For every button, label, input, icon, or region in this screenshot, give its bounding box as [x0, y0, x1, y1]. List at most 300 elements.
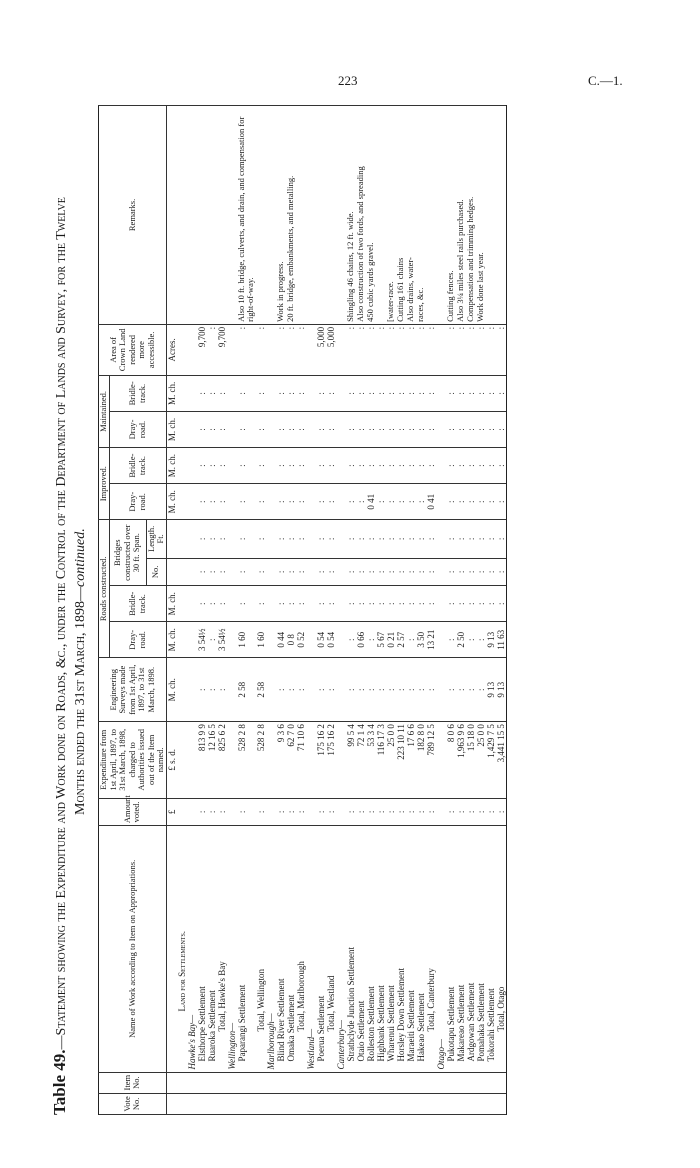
- title-line-2: Months ended the 31st March, 1898—: [73, 586, 88, 815]
- empty-cell: [266, 658, 276, 722]
- cell-no: :: [386, 558, 396, 586]
- cell-idray: :: [406, 484, 416, 520]
- table-row: [396, 106, 406, 1115]
- cell-amount: :: [456, 798, 466, 826]
- cell-dray: 2 57: [396, 622, 406, 658]
- table-row: [386, 106, 396, 1115]
- cell-mbridle: :: [207, 375, 217, 411]
- cell-area: :: [256, 324, 266, 375]
- cell-no: :: [366, 558, 376, 586]
- empty-cell: [336, 375, 346, 411]
- cell-idray: :: [466, 484, 476, 520]
- cell-idray: :: [326, 484, 336, 520]
- empty-cell: [336, 448, 346, 484]
- cell-len: :: [276, 520, 286, 558]
- work-name: Total, Westland: [326, 826, 336, 1072]
- cell-area: :: [426, 324, 436, 375]
- header-bridges-length: Length. Ft.: [146, 520, 166, 558]
- cell-idray: :: [396, 484, 406, 520]
- cell-ibridle: :: [396, 448, 406, 484]
- remarks-cell: races, &c.: [416, 106, 426, 325]
- cell-mdray: :: [197, 411, 207, 447]
- cell-mdray: :: [217, 411, 227, 447]
- cell-exp: 15 18 0: [466, 722, 476, 798]
- item-no-cell: [266, 1072, 276, 1093]
- cell-bridle: :: [296, 586, 306, 622]
- work-name: Marlborough—: [266, 826, 276, 1072]
- empty-cell: [306, 411, 316, 447]
- work-name: Westland—: [306, 826, 316, 1072]
- vote-no-cell: [227, 1093, 237, 1114]
- empty-cell: [227, 484, 237, 520]
- cell-ibridle: :: [316, 448, 326, 484]
- cell-amount: :: [237, 798, 256, 826]
- cell-amount: :: [386, 798, 396, 826]
- header-maintained-dray: Dray-road.: [109, 411, 166, 447]
- vote-no-cell: [416, 1093, 426, 1114]
- cell-eng: :: [276, 658, 286, 722]
- cell-area: :: [416, 324, 426, 375]
- work-name: Rolleston Settlement: [366, 826, 376, 1072]
- table-row: [316, 106, 326, 1115]
- cell-amount: :: [207, 798, 217, 826]
- empty-cell: [177, 586, 187, 622]
- document-reference: C.—1.: [588, 73, 623, 88]
- cell-len: :: [256, 520, 266, 558]
- cell-exp: 175 16 2: [326, 722, 336, 798]
- cell-eng: :: [456, 658, 466, 722]
- remarks-cell: [316, 106, 326, 325]
- work-name: Strathclyde Junction Settlement: [346, 826, 356, 1072]
- item-no-cell: [436, 1072, 446, 1093]
- table-row: [207, 106, 217, 1115]
- empty-cell: [306, 658, 316, 722]
- empty-cell: [306, 558, 316, 586]
- work-name: Maraeiti Settlement: [406, 826, 416, 1072]
- vote-no-cell: [406, 1093, 416, 1114]
- remarks-cell: Cutting 161 chains: [396, 106, 406, 325]
- cell-mbridle: :: [256, 375, 266, 411]
- cell-dray: 0 8: [286, 622, 296, 658]
- item-no-cell: [326, 1072, 336, 1093]
- empty-cell: [266, 375, 276, 411]
- cell-len: :: [286, 520, 296, 558]
- cell-mbridle: :: [396, 375, 406, 411]
- cell-area: :: [446, 324, 456, 375]
- header-item-no: Item No.: [99, 1072, 167, 1093]
- cell-amount: :: [326, 798, 336, 826]
- item-no-cell: [276, 1072, 286, 1093]
- cell-idray: :: [346, 484, 356, 520]
- cell-ibridle: :: [237, 448, 256, 484]
- item-no-cell: [386, 1072, 396, 1093]
- vote-no-cell: [376, 1093, 386, 1114]
- header-bridges: Bridges constructed over 30 ft. Span.: [109, 520, 146, 586]
- cell-eng: :: [426, 658, 436, 722]
- item-no-cell: [256, 1072, 266, 1093]
- vote-no-cell: [197, 1093, 207, 1114]
- unit-exp: £ s. d.: [166, 722, 177, 798]
- cell-no: :: [406, 558, 416, 586]
- empty-cell: [187, 586, 197, 622]
- cell-no: :: [416, 558, 426, 586]
- remarks-cell: [336, 106, 346, 325]
- table-row: [476, 106, 486, 1115]
- work-name: Land for Settlements.: [177, 826, 187, 1072]
- empty-cell: [187, 484, 197, 520]
- cell-eng: :: [356, 658, 366, 722]
- empty-cell: [187, 324, 197, 375]
- cell-area: :: [286, 324, 296, 375]
- cell-bridle: :: [316, 586, 326, 622]
- work-name: Elsthorpe Settlement: [197, 826, 207, 1072]
- remarks-cell: [376, 106, 386, 325]
- cell-ibridle: :: [197, 448, 207, 484]
- empty-cell: [306, 484, 316, 520]
- header-roads-dray: Dray-road.: [109, 622, 166, 658]
- cell-mdray: :: [406, 411, 416, 447]
- cell-len: :: [346, 520, 356, 558]
- cell-idray: :: [456, 484, 466, 520]
- cell-exp: 72 1 4: [356, 722, 366, 798]
- cell-mdray: :: [396, 411, 406, 447]
- cell-area: :: [296, 324, 306, 375]
- cell-len: :: [486, 520, 496, 558]
- empty-cell: [266, 520, 276, 558]
- vote-no-cell: [217, 1093, 227, 1114]
- cell-mbridle: :: [237, 375, 256, 411]
- cell-no: :: [296, 558, 306, 586]
- cell-area: :: [486, 324, 496, 375]
- empty-cell: [336, 520, 346, 558]
- unit-main-dray: M. ch.: [166, 411, 177, 447]
- cell-mbridle: :: [376, 375, 386, 411]
- cell-eng: :: [346, 658, 356, 722]
- cell-dray: 5 67: [376, 622, 386, 658]
- work-name: Otaio Settlement: [356, 826, 366, 1072]
- cell-idray: :: [376, 484, 386, 520]
- table-row: [466, 106, 476, 1115]
- empty-cell: [187, 520, 197, 558]
- cell-bridle: :: [376, 586, 386, 622]
- cell-amount: :: [466, 798, 476, 826]
- cell-mdray: :: [426, 411, 436, 447]
- table-row: [197, 106, 207, 1115]
- cell-no: :: [456, 558, 466, 586]
- cell-eng: 9 13: [486, 658, 496, 722]
- empty-cell: [436, 558, 446, 586]
- empty-cell: [227, 411, 237, 447]
- empty-cell: [227, 622, 237, 658]
- cell-exp: 3,441 15 5: [496, 722, 507, 798]
- vote-no-cell: [466, 1093, 476, 1114]
- vote-no-cell: [366, 1093, 376, 1114]
- cell-mdray: :: [207, 411, 217, 447]
- empty-cell: [177, 484, 187, 520]
- group-row: [306, 106, 316, 1115]
- cell-eng: :: [207, 658, 217, 722]
- cell-area: 9,700: [217, 324, 227, 375]
- cell-mbridle: :: [446, 375, 456, 411]
- cell-idray: :: [256, 484, 266, 520]
- cell-eng: 9 13: [496, 658, 507, 722]
- empty-cell: [187, 658, 197, 722]
- cell-amount: :: [406, 798, 416, 826]
- cell-len: :: [197, 520, 207, 558]
- cell-dray: :: [207, 622, 217, 658]
- cell-mdray: :: [416, 411, 426, 447]
- table-row: [376, 106, 386, 1115]
- cell-area: 9,700: [197, 324, 207, 375]
- cell-dray: :: [346, 622, 356, 658]
- cell-eng: :: [197, 658, 207, 722]
- cell-exp: 17 6 6: [406, 722, 416, 798]
- table-row: [356, 106, 366, 1115]
- remarks-cell: [197, 106, 207, 325]
- cell-eng: :: [376, 658, 386, 722]
- cell-len: :: [456, 520, 466, 558]
- empty-cell: [187, 622, 197, 658]
- work-name: Wharenui Settlement: [386, 826, 396, 1072]
- remarks-cell: Also construction of two fords, and spreading: [356, 106, 366, 325]
- empty-cell: [266, 448, 276, 484]
- empty-cell: [306, 722, 316, 798]
- cell-no: :: [476, 558, 486, 586]
- cell-mbridle: :: [326, 375, 336, 411]
- cell-no: :: [316, 558, 326, 586]
- cell-mbridle: :: [366, 375, 376, 411]
- cell-ibridle: :: [406, 448, 416, 484]
- cell-eng: :: [316, 658, 326, 722]
- cell-ibridle: :: [217, 448, 227, 484]
- cell-area: :: [496, 324, 507, 375]
- header-improved-bridle: Bridle-track.: [109, 448, 166, 484]
- cell-bridle: :: [207, 586, 217, 622]
- cell-len: :: [376, 520, 386, 558]
- cell-exp: 25 0 0: [386, 722, 396, 798]
- cell-amount: :: [217, 798, 227, 826]
- header-vote-no: Vote No.: [99, 1093, 167, 1114]
- header-improved-dray: Dray-road.: [109, 484, 166, 520]
- empty-cell: [436, 798, 446, 826]
- item-no-cell: [496, 1072, 507, 1093]
- cell-ibridle: :: [326, 448, 336, 484]
- cell-exp: 9 3 6: [276, 722, 286, 798]
- cell-len: :: [416, 520, 426, 558]
- cell-exp: 53 3 4: [366, 722, 376, 798]
- cell-amount: :: [446, 798, 456, 826]
- remarks-cell: [326, 106, 336, 325]
- cell-len: :: [207, 520, 217, 558]
- cell-len: :: [217, 520, 227, 558]
- cell-area: :: [207, 324, 217, 375]
- remarks-cell: [256, 106, 266, 325]
- total-row: [426, 106, 436, 1115]
- cell-mdray: :: [456, 411, 466, 447]
- group-row: [436, 106, 446, 1115]
- cell-bridle: :: [356, 586, 366, 622]
- cell-mbridle: :: [296, 375, 306, 411]
- empty-cell: [227, 520, 237, 558]
- cell-dray: 0 54: [326, 622, 336, 658]
- empty-cell: [266, 484, 276, 520]
- empty-cell: [227, 324, 237, 375]
- item-no-cell: [456, 1072, 466, 1093]
- table-label: Table 49.: [50, 1049, 69, 1115]
- title-continued: continued.: [73, 528, 88, 587]
- cell-dray: 0 21: [386, 622, 396, 658]
- item-no-cell: [306, 1072, 316, 1093]
- cell-ibridle: :: [456, 448, 466, 484]
- empty-cell: [177, 448, 187, 484]
- cell-dray: 0 66: [356, 622, 366, 658]
- cell-no: :: [197, 558, 207, 586]
- work-name: Total, Wellington: [256, 826, 266, 1072]
- cell-dray: 9 13: [486, 622, 496, 658]
- remarks-cell: Also drains, water-: [406, 106, 416, 325]
- item-no-cell: [187, 1072, 197, 1093]
- cell-mdray: :: [376, 411, 386, 447]
- cell-area: :: [406, 324, 416, 375]
- cell-eng: :: [326, 658, 336, 722]
- cell-dray: 3 50: [416, 622, 426, 658]
- cell-eng: :: [296, 658, 306, 722]
- empty-cell: [306, 622, 316, 658]
- cell-ibridle: :: [296, 448, 306, 484]
- total-row: [256, 106, 266, 1115]
- cell-len: :: [237, 520, 256, 558]
- table-title: [50, 105, 90, 1115]
- cell-bridle: :: [366, 586, 376, 622]
- cell-bridle: :: [396, 586, 406, 622]
- cell-idray: :: [217, 484, 227, 520]
- empty-cell: [177, 622, 187, 658]
- cell-idray: :: [476, 484, 486, 520]
- cell-no: :: [207, 558, 217, 586]
- cell-len: :: [466, 520, 476, 558]
- cell-exp: 62 7 0: [286, 722, 296, 798]
- cell-mbridle: :: [316, 375, 326, 411]
- cell-idray: :: [207, 484, 217, 520]
- item-no-cell: [366, 1072, 376, 1093]
- cell-mdray: :: [386, 411, 396, 447]
- empty-cell: [266, 586, 276, 622]
- cell-bridle: :: [476, 586, 486, 622]
- item-no-cell: [356, 1072, 366, 1093]
- empty-cell: [227, 558, 237, 586]
- empty-cell: [436, 658, 446, 722]
- table-row: [286, 106, 296, 1115]
- remarks-cell: [207, 106, 217, 325]
- cell-eng: 2 58: [237, 658, 256, 722]
- cell-ibridle: :: [346, 448, 356, 484]
- work-name: Hawke's Bay—: [187, 826, 197, 1072]
- cell-mdray: :: [346, 411, 356, 447]
- cell-len: :: [316, 520, 326, 558]
- work-name: Wellington—: [227, 826, 237, 1072]
- cell-mbridle: :: [197, 375, 207, 411]
- cell-idray: :: [296, 484, 306, 520]
- vote-no-cell: [326, 1093, 336, 1114]
- cell-amount: :: [356, 798, 366, 826]
- cell-ibridle: :: [207, 448, 217, 484]
- cell-exp: 825 6 2: [217, 722, 227, 798]
- cell-eng: :: [476, 658, 486, 722]
- work-name: Omaka Settlement: [286, 826, 296, 1072]
- empty-cell: [336, 484, 346, 520]
- cell-mdray: :: [276, 411, 286, 447]
- cell-exp: 175 16 2: [316, 722, 326, 798]
- cell-mdray: :: [486, 411, 496, 447]
- work-name: Total, Canterbury: [426, 826, 436, 1072]
- cell-idray: :: [316, 484, 326, 520]
- table-body: [166, 106, 506, 1115]
- table-row: [276, 106, 286, 1115]
- empty-cell: [187, 375, 197, 411]
- cell-dray: :: [406, 622, 416, 658]
- table-row: [366, 106, 376, 1115]
- cell-mdray: :: [326, 411, 336, 447]
- cell-mbridle: :: [346, 375, 356, 411]
- cell-area: :: [346, 324, 356, 375]
- cell-ibridle: :: [496, 448, 507, 484]
- vote-no-cell: [237, 1093, 256, 1114]
- cell-mbridle: :: [496, 375, 507, 411]
- cell-ibridle: :: [286, 448, 296, 484]
- cell-idray: :: [237, 484, 256, 520]
- empty-cell: [436, 622, 446, 658]
- vote-no-cell: [346, 1093, 356, 1114]
- item-no-cell: [336, 1072, 346, 1093]
- work-name: Horsley Down Settlement: [396, 826, 406, 1072]
- cell-mbridle: :: [276, 375, 286, 411]
- header-amount-voted: Amount voted.: [99, 798, 167, 826]
- vote-no-cell: [187, 1093, 197, 1114]
- cell-no: :: [326, 558, 336, 586]
- empty-cell: [436, 520, 446, 558]
- unit-dray: M. ch.: [166, 622, 177, 658]
- empty-cell: [266, 622, 276, 658]
- empty-cell: [177, 324, 187, 375]
- work-name: Total, Marlborough: [296, 826, 306, 1072]
- unit-imp-bridle: M. ch.: [166, 448, 177, 484]
- cell-exp: 528 2 8: [256, 722, 266, 798]
- vote-no-cell: [336, 1093, 346, 1114]
- cell-dray: 0 52: [296, 622, 306, 658]
- cell-area: :: [476, 324, 486, 375]
- cell-len: :: [366, 520, 376, 558]
- cell-area: :: [456, 324, 466, 375]
- cell-mbridle: :: [386, 375, 396, 411]
- header-roads-constructed: Roads constructed.: [99, 520, 110, 658]
- empty-cell: [336, 586, 346, 622]
- cell-area: :: [366, 324, 376, 375]
- cell-bridle: :: [237, 586, 256, 622]
- empty-cell: [336, 658, 346, 722]
- header-engineering: Engineering Surveys made from 1st April, 1897, to 31st March, 1898.: [99, 658, 167, 722]
- remarks-cell: [426, 106, 436, 325]
- cell-eng: :: [286, 658, 296, 722]
- cell-dray: :: [466, 622, 476, 658]
- vote-no-cell: [266, 1093, 276, 1114]
- cell-ibridle: :: [446, 448, 456, 484]
- cell-ibridle: :: [466, 448, 476, 484]
- cell-bridle: :: [197, 586, 207, 622]
- empty-cell: [187, 558, 197, 586]
- remarks-cell: Work done last year.: [476, 106, 486, 325]
- remarks-cell: [177, 106, 187, 325]
- cell-area: :: [466, 324, 476, 375]
